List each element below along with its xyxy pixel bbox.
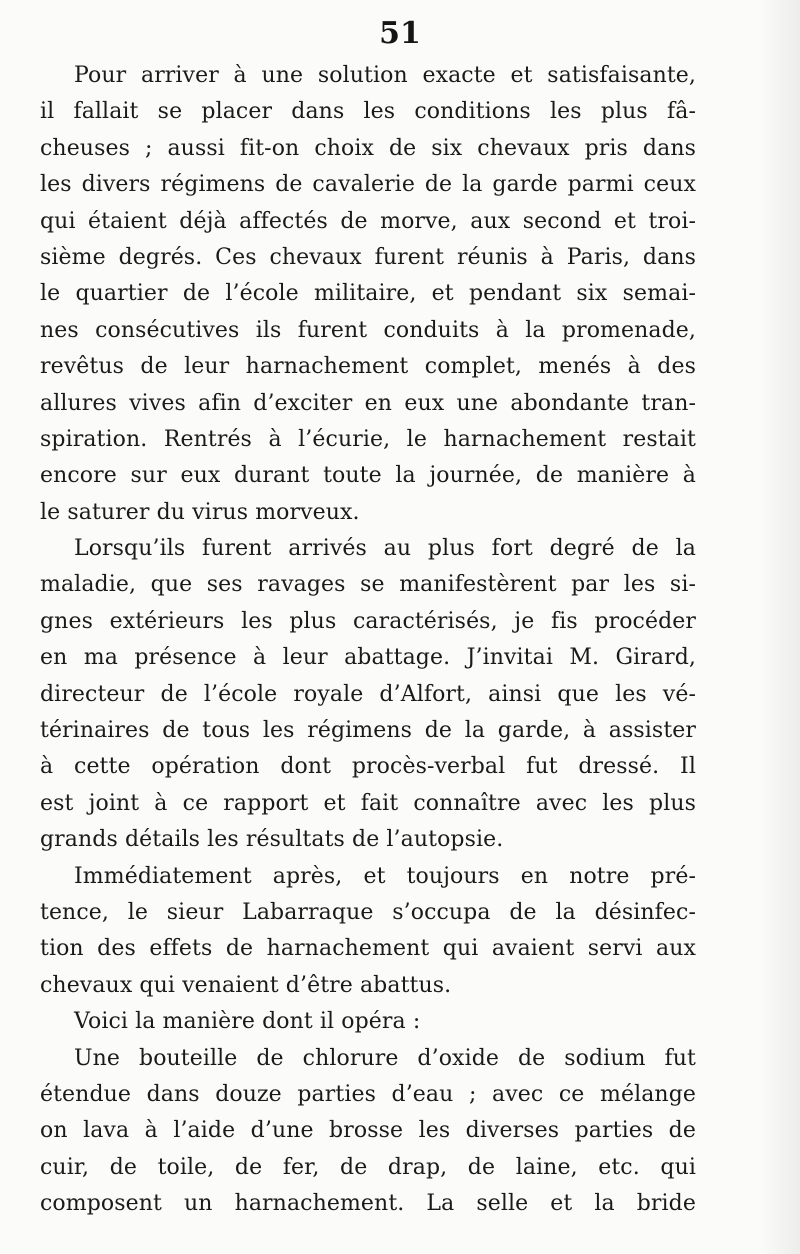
text-line: composent un harnachement. La selle et la bride	[40, 1191, 696, 1217]
text-line: Voici la manière dont il opéra :	[74, 1009, 421, 1035]
text-line: étendue dans douze parties d’eau ; avec ce mélange	[40, 1081, 696, 1107]
text-line: le quartier de l’école militaire, et pendant six semai-	[40, 281, 696, 307]
text-line: directeur de l’école royale d’Alfort, ainsi que les vé-	[40, 681, 696, 707]
text-line: qui étaient déjà affectés de morve, aux second et troi-	[40, 208, 696, 234]
text-line: chevaux qui venaient d’être abattus.	[40, 972, 452, 998]
text-line: allures vives afin d’exciter en eux une abondante tran-	[40, 390, 696, 416]
text-line: cheuses ; aussi fit-on choix de six chevaux pris dans	[40, 135, 696, 161]
text-line: il fallait se placer dans les conditions les plus fâ-	[40, 99, 696, 125]
text-line: nes consécutives ils furent conduits à la promenade,	[40, 317, 696, 343]
text-line: spiration. Rentrés à l’écurie, le harnachement restait	[40, 426, 696, 452]
page-gutter-shadow	[760, 0, 800, 1254]
text-line: Lorsqu’ils furent arrivés au plus fort degré de la	[74, 536, 696, 562]
text-line: à cette opération dont procès-verbal fut dressé. Il	[40, 754, 696, 780]
text-line: gnes extérieurs les plus caractérisés, je fis procéder	[40, 608, 696, 634]
text-line: grands détails les résultats de l’autopsie.	[40, 827, 504, 853]
text-line: on lava à l’aide d’une brosse les diverses parties de	[40, 1118, 696, 1144]
text-line: le saturer du virus morveux.	[40, 499, 360, 525]
text-line: Pour arriver à une solution exacte et satisfaisante,	[74, 63, 696, 88]
text-line: cuir, de toile, de fer, de drap, de laine, etc. qui	[40, 1154, 696, 1180]
text-line: tence, le sieur Labarraque s’occupa de la désinfec-	[40, 899, 696, 925]
text-line: est joint à ce rapport et fait connaître avec les plus	[40, 790, 696, 816]
body-text	[40, 58, 696, 1223]
text-line: Une bouteille de chlorure d’oxide de sodium fut	[74, 1045, 696, 1071]
text-line: térinaires de tous les régimens de la garde, à assister	[40, 718, 696, 744]
text-line: encore sur eux durant toute la journée, de manière à	[40, 463, 696, 489]
text-line: les divers régimens de cavalerie de la garde parmi ceux	[40, 172, 696, 198]
text-line: maladie, que ses ravages se manifestèrent par les si-	[40, 572, 696, 598]
text-line: revêtus de leur harnachement complet, menés à des	[40, 354, 696, 380]
text-line: en ma présence à leur abattage. J’invitai M. Girard,	[40, 645, 696, 671]
text-line: tion des effets de harnachement qui avaient servi aux	[40, 936, 696, 962]
text-line: Immédiatement après, et toujours en notre pré-	[74, 863, 696, 889]
page-number: 51	[379, 16, 421, 51]
text-line: sième degrés. Ces chevaux furent réunis à Paris, dans	[40, 244, 696, 270]
